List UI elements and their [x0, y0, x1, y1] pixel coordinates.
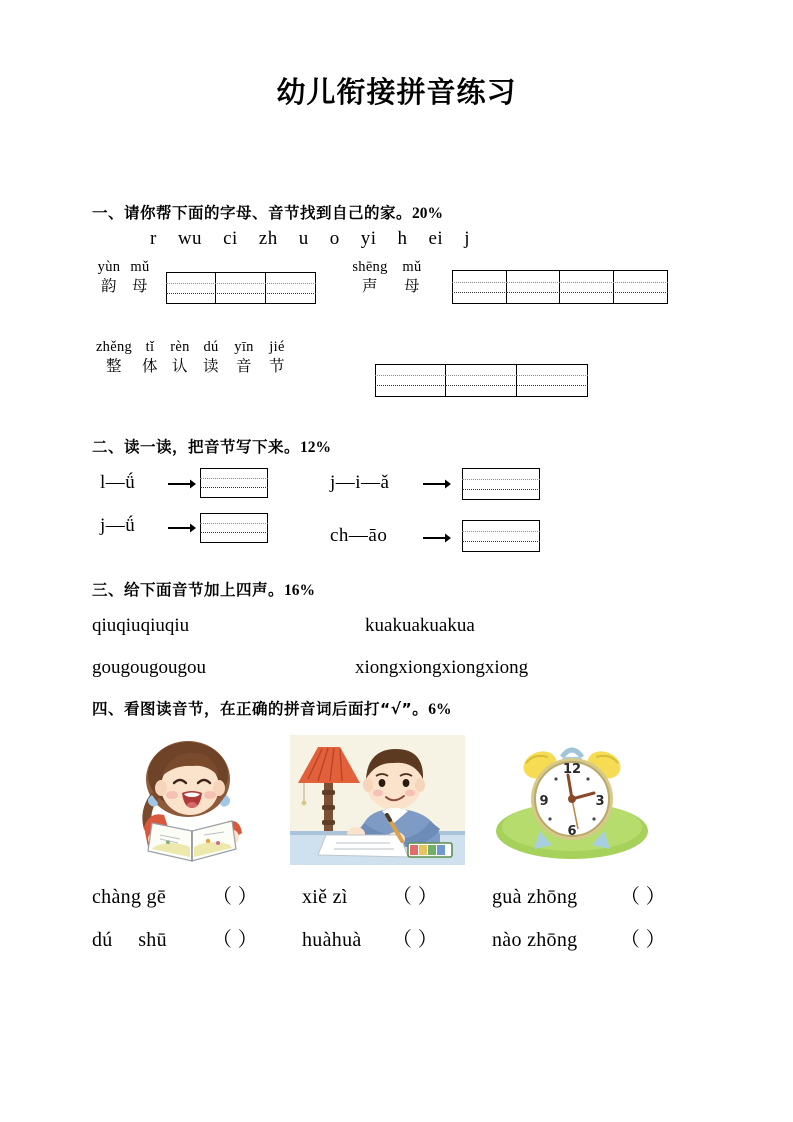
pinyin-grid-cell[interactable] — [614, 271, 668, 303]
blend-expression: j—i—ǎ — [330, 472, 390, 493]
choice-word: nào zhōng — [492, 929, 578, 951]
tone-row-2-right — [355, 657, 528, 679]
pinyin-grid-zhengti[interactable] — [375, 364, 588, 397]
exercise-4-heading-text: 四、看图读音节，在正确的拼音词后面打“√”。 — [92, 700, 429, 718]
tone-word: qiu — [116, 615, 141, 636]
svg-text:12: 12 — [562, 762, 582, 777]
exercise-2-heading-text: 二、读一读，把音节写下来。 — [92, 438, 301, 456]
label-sheng-mu-hanzi: 声 母 — [361, 277, 420, 295]
exercise-3-heading-text: 三、给下面音节加上四声。 — [92, 581, 285, 599]
letter-item: wu — [177, 228, 203, 249]
exercise-1-heading — [92, 201, 443, 223]
letter-item: zh — [258, 228, 278, 249]
pinyin-grid-cell[interactable] — [446, 365, 516, 396]
answer-box-3[interactable] — [200, 513, 268, 543]
letter-item: h — [397, 228, 408, 249]
answer-box-1[interactable] — [200, 468, 268, 498]
tone-word: gou — [92, 657, 121, 678]
choice-word: xiě zì — [302, 886, 348, 908]
tone-word: xiong — [398, 657, 442, 678]
pinyin-grid-cell[interactable] — [376, 365, 446, 396]
choice-paren[interactable]: （ ） — [620, 886, 666, 908]
exercise-1-score: 20% — [412, 205, 444, 222]
label-sheng-mu-pinyin: shēng mǔ — [352, 259, 422, 275]
exercise-1-heading-text: 一、请你帮下面的字母、音节找到自己的家。 — [92, 204, 413, 222]
choice-paren[interactable]: （ ） — [620, 929, 666, 951]
choice-word: dú shū — [92, 929, 167, 951]
letter-item: o — [329, 228, 340, 249]
tone-word: xiong — [355, 657, 399, 678]
svg-text:9: 9 — [539, 794, 549, 809]
label-yun-mu-pinyin: yùn mǔ — [97, 259, 150, 275]
choice-row-2 — [92, 923, 710, 952]
tone-word: kua — [392, 615, 420, 636]
tone-word: xiong — [441, 657, 485, 678]
pinyin-grid-cell[interactable] — [167, 273, 216, 303]
label-sheng-mu — [345, 259, 429, 296]
label-yun-mu-hanzi: 韵 母 — [100, 277, 148, 295]
page-title: 幼儿衔接拼音练习 — [276, 75, 517, 109]
picture-alarm-clock — [490, 735, 655, 865]
exercise-3-heading — [92, 578, 315, 600]
choice-paren[interactable]: （ ） — [392, 886, 438, 908]
letter-item: u — [298, 228, 309, 249]
choice-paren[interactable]: （ ） — [212, 886, 258, 908]
arrow-right-icon — [168, 478, 196, 490]
tone-word: qiu — [92, 615, 117, 636]
exercise-4-score: 6% — [428, 701, 452, 718]
pinyin-grid-cell[interactable] — [453, 271, 507, 303]
tone-word: kua — [365, 615, 393, 636]
letter-item: ei — [428, 228, 444, 249]
letter-item: j — [464, 228, 470, 249]
label-zhengti-renduyinjie — [92, 339, 292, 376]
arrow-right-icon — [168, 522, 196, 534]
pinyin-grid-cell[interactable] — [507, 271, 561, 303]
exercise-2-score: 12% — [300, 439, 332, 456]
pinyin-grid-cell[interactable] — [216, 273, 265, 303]
tone-word: xiong — [484, 657, 529, 678]
letter-item: ci — [223, 228, 238, 249]
pinyin-grid-sheng-mu[interactable] — [452, 270, 668, 304]
pinyin-grid-cell[interactable] — [517, 365, 587, 396]
tone-word: gou — [177, 657, 206, 678]
answer-box-4[interactable] — [462, 520, 540, 552]
pinyin-grid-yun-mu[interactable] — [166, 272, 316, 304]
answer-box-cell[interactable] — [463, 469, 539, 499]
pinyin-grid-cell[interactable] — [560, 271, 614, 303]
answer-box-cell[interactable] — [201, 469, 267, 497]
letter-item: yi — [360, 228, 377, 249]
label-zhengti-pinyin: zhěng tǐ rèn dú yīn jié — [95, 339, 285, 355]
svg-text:3: 3 — [595, 794, 605, 809]
exercise-3-score: 16% — [284, 582, 316, 599]
tone-word: gou — [120, 657, 149, 678]
choice-word: guà zhōng — [492, 886, 578, 908]
blend-expression: j—ǘ — [100, 515, 136, 536]
tone-word: qiu — [164, 615, 190, 636]
exercise-4-heading — [92, 697, 451, 719]
tone-word: kua — [419, 615, 448, 636]
picture-girl-singing-reading-book — [108, 735, 268, 865]
exercise-2-heading — [92, 435, 331, 457]
exercise-1-letter-pool — [150, 228, 491, 250]
choice-row-1 — [92, 880, 710, 909]
tone-row-1-right — [365, 615, 475, 637]
tone-row-2-left — [92, 657, 206, 679]
label-zhengti-hanzi: 整 体 认 读 音 节 — [105, 357, 285, 375]
answer-box-cell[interactable] — [463, 521, 539, 551]
picture-boy-writing-at-desk — [290, 735, 465, 865]
label-yun-mu — [92, 259, 154, 296]
arrow-right-icon — [423, 532, 451, 544]
tone-word: gou — [149, 657, 178, 678]
blend-expression: ch—āo — [330, 525, 388, 546]
answer-box-2[interactable] — [462, 468, 540, 500]
choice-paren[interactable]: （ ） — [392, 929, 438, 951]
answer-box-cell[interactable] — [201, 514, 267, 542]
pinyin-grid-cell[interactable] — [266, 273, 315, 303]
choice-word: chàng gē — [92, 886, 167, 908]
blend-expression: l—ǘ — [100, 472, 136, 493]
arrow-right-icon — [423, 478, 451, 490]
letter-item: r — [150, 228, 157, 249]
tone-word: qiu — [140, 615, 165, 636]
choice-paren[interactable]: （ ） — [212, 929, 258, 951]
svg-text:6: 6 — [567, 824, 577, 839]
tone-row-1-left — [92, 615, 189, 637]
choice-word: huàhuà — [302, 929, 362, 951]
tone-word: kua — [447, 615, 475, 636]
